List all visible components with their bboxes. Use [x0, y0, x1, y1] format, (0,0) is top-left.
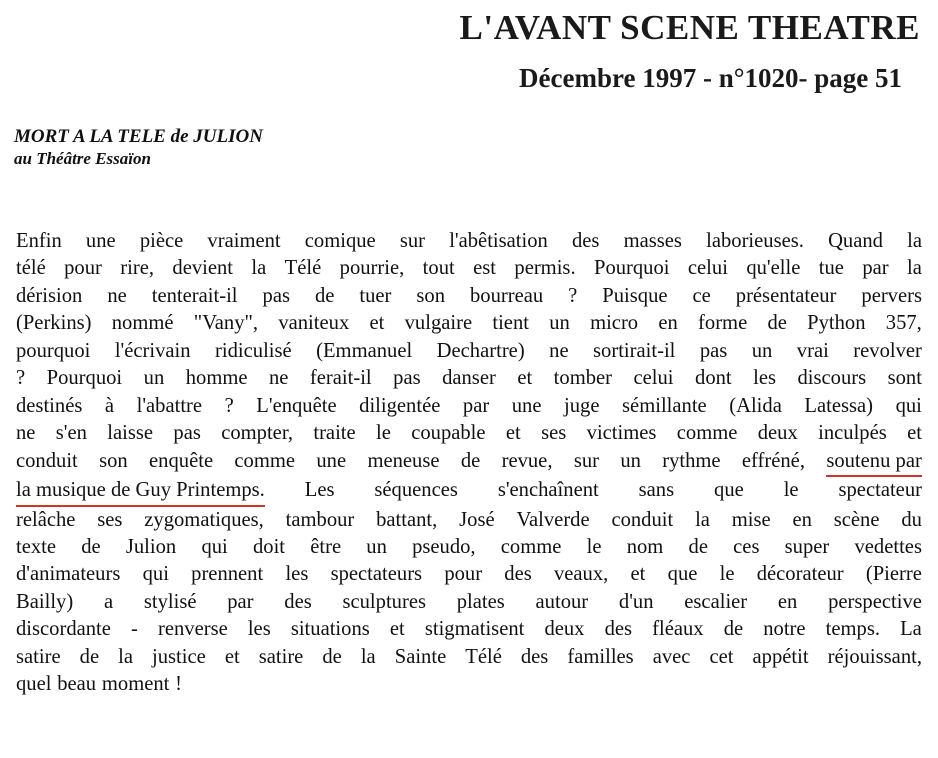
body-word: l'abattre: [136, 394, 203, 417]
body-word: battant,: [376, 508, 438, 531]
body-word: destinés: [16, 394, 83, 417]
body-word: prennent: [191, 563, 264, 586]
body-word: et: [369, 312, 385, 335]
body-word: comme: [234, 449, 296, 472]
body-word: justice: [152, 645, 206, 668]
body-word: l'écrivain: [114, 339, 191, 362]
body-word: qui: [895, 394, 922, 417]
body-line: [16, 365, 922, 392]
body-word: texte: [16, 535, 57, 558]
body-word: danser: [442, 367, 496, 390]
body-word: une: [316, 449, 347, 472]
body-line: [16, 420, 922, 447]
body-word: les: [285, 563, 309, 586]
body-word: pas: [699, 339, 728, 362]
issue-reference: Décembre 1997 - n°1020- page 51: [519, 63, 902, 93]
body-line: [16, 589, 922, 616]
body-line: [16, 561, 922, 588]
body-word: pièce: [139, 230, 184, 252]
body-word: Télé: [284, 257, 322, 280]
body-word: Télé: [465, 645, 502, 668]
body-word: à: [104, 394, 115, 417]
body-word: ne: [107, 284, 127, 307]
body-word: pas: [173, 422, 201, 445]
body-line: [16, 507, 922, 534]
body-word: en: [792, 508, 812, 531]
body-word: de: [688, 535, 708, 558]
body-word: pourquoi: [16, 339, 91, 362]
body-word: ces: [733, 535, 760, 558]
body-word: Latessa): [804, 394, 874, 417]
body-word: micro: [590, 312, 639, 335]
body-word: son: [99, 449, 128, 472]
body-word: pourrie,: [339, 257, 405, 280]
body-word: (Perkins): [16, 312, 92, 335]
body-word: (Alida: [729, 394, 782, 417]
body-word: tenterait-il: [151, 284, 238, 307]
body-word: deux: [757, 422, 798, 445]
body-word: de: [767, 312, 787, 335]
body-word: devient: [172, 257, 234, 280]
body-line: [16, 228, 922, 255]
body-word: tomber: [553, 367, 613, 390]
body-word: réjouissant,: [827, 645, 922, 668]
body-word: spectateur: [838, 479, 922, 502]
body-word: la: [118, 645, 133, 668]
body-word: renverse: [157, 618, 228, 641]
body-word: un: [366, 535, 387, 558]
body-word: sémillante: [622, 394, 707, 417]
body-word: la: [695, 508, 710, 531]
body-word: et: [630, 563, 646, 586]
body-word: le: [783, 479, 799, 502]
body-word: les: [753, 367, 777, 390]
body-word: beau: [57, 673, 97, 696]
body-word: scène: [833, 508, 880, 531]
publication-header: [460, 6, 921, 96]
body-word: des: [520, 645, 549, 668]
body-word: ne: [549, 339, 569, 362]
body-word: un: [751, 339, 773, 362]
body-word: comique: [304, 230, 376, 252]
body-line: [16, 671, 922, 698]
body-word: avec: [652, 645, 691, 668]
body-word: Sainte: [394, 645, 447, 668]
body-word: d'un: [618, 590, 654, 613]
body-word: décorateur: [756, 563, 844, 586]
body-word: ce: [692, 284, 711, 307]
body-word: tuer: [359, 284, 392, 307]
body-word: laborieuses.: [706, 230, 804, 252]
body-word: Bailly): [16, 590, 74, 613]
body-word: vaniteux: [278, 312, 350, 335]
body-word: comme: [500, 535, 562, 558]
body-word: satire: [258, 645, 304, 668]
body-word: Pourquoi: [46, 367, 123, 390]
body-word: le: [719, 563, 735, 586]
body-word: un: [549, 312, 570, 335]
body-word: qui: [201, 535, 228, 558]
body-word: de: [314, 284, 335, 307]
body-word: masses: [623, 230, 682, 252]
body-word: la: [251, 257, 267, 280]
body-word: s'enchaînent: [497, 479, 599, 502]
body-word: ses: [97, 508, 123, 531]
body-word: des: [504, 563, 532, 586]
body-word: diligentée: [359, 394, 441, 417]
body-word: plates: [456, 590, 505, 613]
body-word: télé: [16, 257, 46, 280]
body-word: des: [604, 618, 633, 641]
body-word: vedettes: [854, 535, 922, 558]
body-word: une: [511, 394, 542, 417]
body-word: ses: [541, 422, 567, 445]
body-word: celui: [687, 257, 728, 280]
body-word: et: [907, 422, 922, 445]
body-word: un: [620, 449, 641, 472]
body-word: et: [389, 618, 405, 641]
body-word: bourreau: [469, 284, 544, 307]
body-word: La: [900, 618, 922, 641]
article-venue: au Théâtre Essaïon: [14, 149, 151, 168]
body-word: des: [284, 590, 312, 613]
body-word: de: [460, 449, 481, 472]
body-word: pas: [262, 284, 290, 307]
body-word: spectateurs: [330, 563, 423, 586]
body-word: sans: [638, 479, 675, 502]
body-word: José: [459, 508, 495, 531]
body-word: meneuse: [367, 449, 440, 472]
body-word: est: [473, 257, 496, 280]
body-word: satire: [16, 645, 61, 668]
body-word: dont: [695, 367, 732, 390]
publication-title: L'AVANT SCENE THEATRE: [459, 8, 920, 47]
body-word: Python: [807, 312, 866, 335]
body-word: et: [505, 422, 521, 445]
underlined-phrase: la musique de Guy Printemps.: [16, 477, 265, 506]
body-word: le: [586, 535, 602, 558]
body-word: fléaux: [652, 618, 704, 641]
body-word: Quand: [828, 230, 883, 252]
body-word: nom: [626, 535, 664, 558]
body-line: [16, 255, 922, 282]
body-word: conduit: [611, 508, 674, 531]
body-word: perspective: [828, 590, 922, 613]
body-word: Enfin: [16, 230, 62, 252]
body-word: situations: [290, 618, 370, 641]
body-line: [16, 310, 922, 337]
body-word: pas: [393, 367, 421, 390]
body-word: appétit: [752, 645, 809, 668]
body-word: "Vany",: [193, 312, 259, 335]
body-word: la: [907, 230, 922, 252]
body-word: par: [462, 394, 490, 417]
body-word: cet: [709, 645, 734, 668]
body-word: tout: [422, 257, 455, 280]
body-word: et: [224, 645, 240, 668]
body-word: zygomatiques,: [144, 508, 264, 531]
body-word: compter,: [221, 422, 293, 445]
body-word: (Emmanuel: [316, 339, 413, 362]
body-word: sur: [399, 230, 426, 252]
body-word: escalier: [684, 590, 748, 613]
body-word: rythme: [662, 449, 721, 472]
body-word: par: [227, 590, 254, 613]
body-line: [16, 283, 922, 310]
body-word: -: [131, 618, 138, 641]
body-word: de: [322, 645, 342, 668]
body-word: enquête: [149, 449, 214, 472]
body-word: être: [310, 535, 342, 558]
body-word: que: [667, 563, 698, 586]
body-word: Julion: [125, 535, 177, 558]
body-line: [16, 616, 922, 643]
body-word: celui: [633, 367, 674, 390]
body-word: qu'elle: [746, 257, 801, 280]
body-word: rire,: [120, 257, 154, 280]
body-word: que: [714, 479, 744, 502]
body-word: sont: [887, 367, 922, 390]
body-word: a: [103, 590, 114, 613]
body-word: tambour: [285, 508, 355, 531]
body-word: (Pierre: [865, 563, 922, 586]
body-word: Valverde: [516, 508, 590, 531]
body-word: qui: [142, 563, 169, 586]
body-word: notre: [763, 618, 806, 641]
body-word: tient: [492, 312, 529, 335]
body-word: ne: [16, 422, 36, 445]
body-word: sur: [573, 449, 599, 472]
body-line: [16, 477, 922, 506]
article-title: MORT A LA TELE de JULION: [14, 126, 263, 147]
body-word: traite: [313, 422, 356, 445]
body-word: pour: [64, 257, 102, 280]
body-word: les: [247, 618, 271, 641]
body-word: vraiment: [207, 230, 281, 252]
body-word: moment: [101, 673, 170, 696]
body-word: comme: [676, 422, 738, 445]
body-word: ridiculisé: [215, 339, 292, 362]
body-word: conduit: [16, 449, 78, 472]
body-word: victimes: [586, 422, 657, 445]
body-word: !: [175, 673, 182, 696]
body-word: vulgaire: [404, 312, 473, 335]
body-word: le: [376, 422, 391, 445]
body-word: super: [784, 535, 830, 558]
body-line: [16, 644, 922, 671]
body-word: vrai: [796, 339, 829, 362]
body-word: Les: [304, 479, 335, 502]
body-word: veaux,: [553, 563, 609, 586]
body-word: 357,: [885, 312, 922, 335]
body-line: [16, 393, 922, 420]
body-word: une: [85, 230, 116, 252]
body-word: ?: [568, 284, 578, 307]
body-word: sortirait-il: [593, 339, 676, 362]
article-heading: [14, 126, 263, 170]
body-word: relâche: [16, 508, 76, 531]
body-word: ?: [224, 394, 234, 417]
body-word: pseudo,: [412, 535, 476, 558]
body-word: d'animateurs: [16, 563, 121, 586]
body-word: la: [907, 257, 922, 280]
body-word: Dechartre): [436, 339, 525, 362]
body-word: un: [143, 367, 165, 390]
body-word: juge: [564, 394, 600, 417]
body-word: quel: [16, 673, 52, 696]
body-word: de: [723, 618, 744, 641]
body-line: [16, 338, 922, 365]
body-word: familles: [567, 645, 634, 668]
body-word: temps.: [825, 618, 880, 641]
body-word: forme: [698, 312, 748, 335]
body-word: revue,: [501, 449, 553, 472]
body-word: de: [81, 535, 101, 558]
body-word: discours: [797, 367, 867, 390]
body-word: tue: [818, 257, 844, 280]
body-word: ferait-il: [309, 367, 372, 390]
article-body: [16, 228, 922, 699]
body-word: des: [572, 230, 600, 252]
body-word: ?: [16, 367, 26, 390]
body-word: séquences: [374, 479, 458, 502]
body-word: nommé: [111, 312, 174, 335]
body-word: pervers: [861, 284, 922, 307]
body-word: s'en: [55, 422, 87, 445]
body-word: effréné,: [741, 449, 805, 472]
underlined-phrase: soutenu par: [826, 448, 922, 477]
body-word: en: [658, 312, 678, 335]
body-word: dérision: [16, 284, 83, 307]
body-word: son: [416, 284, 445, 307]
body-word: par: [862, 257, 889, 280]
body-word: coupable: [411, 422, 486, 445]
body-word: stigmatisent: [424, 618, 525, 641]
body-word: Puisque: [602, 284, 668, 307]
body-word: du: [901, 508, 922, 531]
body-word: présentateur: [735, 284, 837, 307]
body-word: laisse: [107, 422, 154, 445]
body-word: permis.: [514, 257, 576, 280]
body-word: doit: [252, 535, 286, 558]
body-word: Pourquoi: [593, 257, 670, 280]
body-word: mise: [731, 508, 771, 531]
body-word: stylisé: [143, 590, 197, 613]
body-word: inculpés: [818, 422, 887, 445]
body-word: ne: [268, 367, 289, 390]
body-word: pour: [444, 563, 483, 586]
body-word: sculptures: [342, 590, 426, 613]
body-word: discordante: [16, 618, 111, 641]
body-word: la: [360, 645, 376, 668]
body-word: revolver: [853, 339, 922, 362]
body-word: homme: [185, 367, 248, 390]
body-line: [16, 448, 922, 477]
body-word: l'abêtisation: [449, 230, 548, 252]
body-word: en: [777, 590, 798, 613]
body-word: L'enquête: [256, 394, 337, 417]
body-word: de: [79, 645, 100, 668]
body-word: et: [517, 367, 533, 390]
body-word: deux: [544, 618, 585, 641]
body-line: [16, 534, 922, 561]
body-word: autour: [535, 590, 589, 613]
